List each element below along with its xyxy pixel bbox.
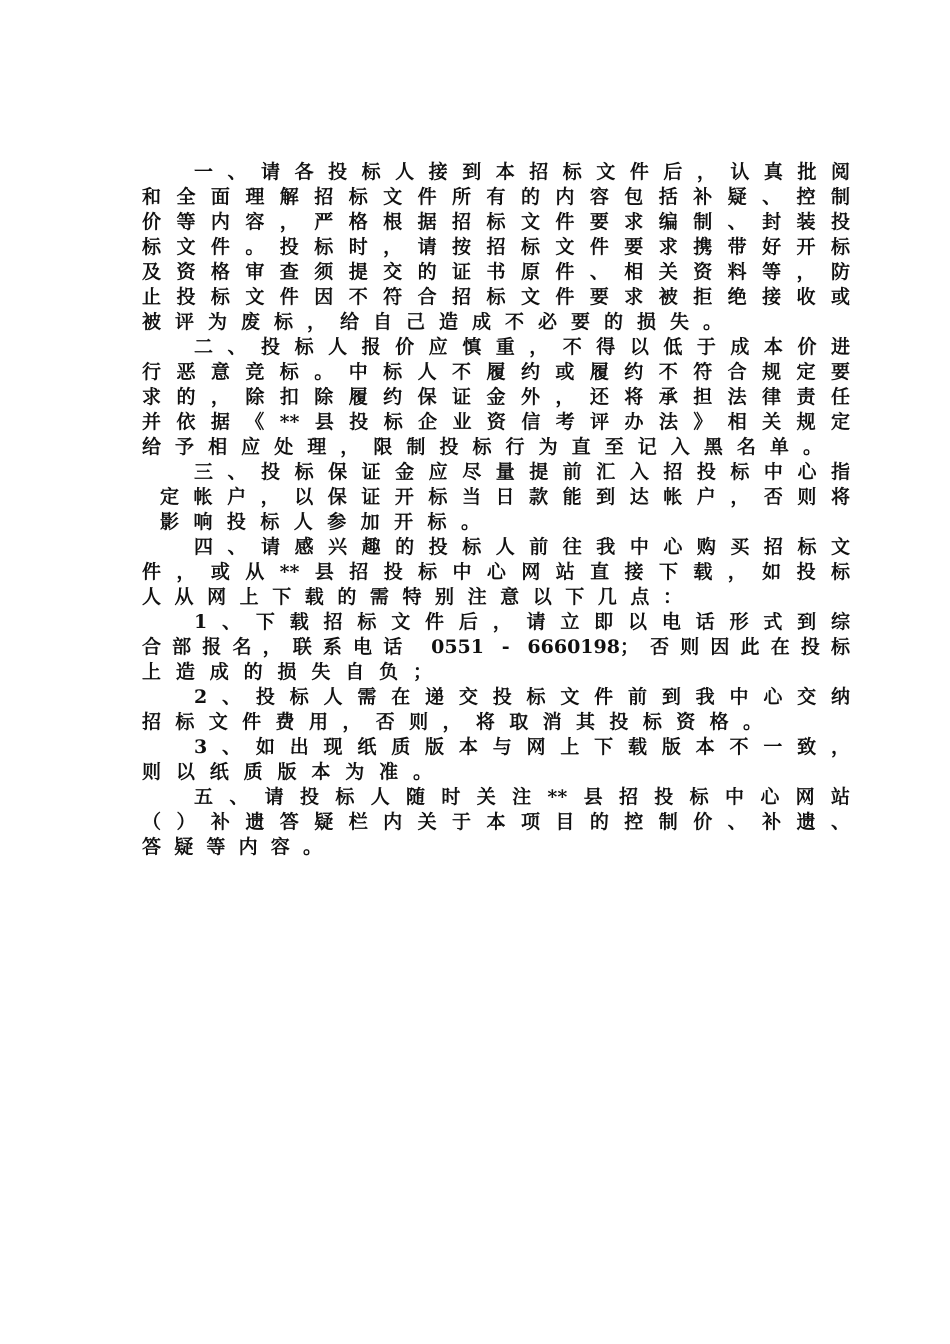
- paragraph-line: 二、投标人报价应慎重，不得以低于成本价进: [194, 336, 850, 358]
- paragraph-line: 价等内容，严格根据招标文件要求编制、封装投: [142, 211, 850, 233]
- paragraph-line: （）补遗答疑栏内关于本项目的控制价、补遗、: [142, 811, 850, 833]
- paragraph-line: 给予相应处理，限制投标行为直至记入黑名单。: [142, 436, 822, 458]
- paragraph-line: 及资格审查须提交的证书原件、相关资料等，防: [142, 261, 850, 283]
- paragraph-line: 合部报名，联系电话 0551 - 6660198；否则因此在投标: [142, 636, 850, 658]
- paragraph-line: 答疑等内容。: [142, 836, 322, 858]
- paragraph-line: 标文件。投标时，请按招标文件要求携带好开标: [142, 236, 850, 258]
- paragraph-line: 2、投标人需在递交投标文件前到我中心交纳: [194, 686, 850, 708]
- paragraph-line: 和全面理解招标文件所有的内容包括补疑、控制: [142, 186, 850, 208]
- paragraph-line: 被评为废标，给自己造成不必要的损失。: [142, 311, 722, 333]
- paragraph-line: 则以纸质版本为准。: [142, 761, 432, 783]
- paragraph-line: 影响投标人参加开标。: [160, 511, 480, 533]
- paragraph-line: 定帐户，以保证开标当日款能到达帐户，否则将: [160, 486, 850, 508]
- paragraph-line: 招标文件费用，否则，将取消其投标资格。: [142, 711, 762, 733]
- paragraph-line: 人从网上下载的需特别注意以下几点：: [142, 586, 682, 608]
- paragraph-line: 件，或从**县招投标中心网站直接下载，如投标: [142, 561, 850, 583]
- paragraph-line: 上造成的损失自负；: [142, 661, 432, 683]
- paragraph-line: 行恶意竞标。中标人不履约或履约不符合规定要: [142, 361, 850, 383]
- paragraph-line: 并依据《**县投标企业资信考评办法》相关规定: [142, 411, 850, 433]
- paragraph-line: 1、下载招标文件后，请立即以电话形式到综: [194, 611, 850, 633]
- paragraph-line: 求的，除扣除履约保证金外，还将承担法律责任: [142, 386, 850, 408]
- paragraph-line: 一、请各投标人接到本招标文件后，认真批阅: [194, 161, 850, 183]
- paragraph-line: 五、请投标人随时关注**县招投标中心网站: [194, 786, 850, 808]
- paragraph-line: 3、如出现纸质版本与网上下载版本不一致，: [194, 736, 850, 758]
- paragraph-line: 三、投标保证金应尽量提前汇入招投标中心指: [194, 461, 850, 483]
- paragraph-line: 止投标文件因不符合招标文件要求被拒绝接收或: [142, 286, 850, 308]
- paragraph-line: 四、请感兴趣的投标人前往我中心购买招标文: [194, 536, 850, 558]
